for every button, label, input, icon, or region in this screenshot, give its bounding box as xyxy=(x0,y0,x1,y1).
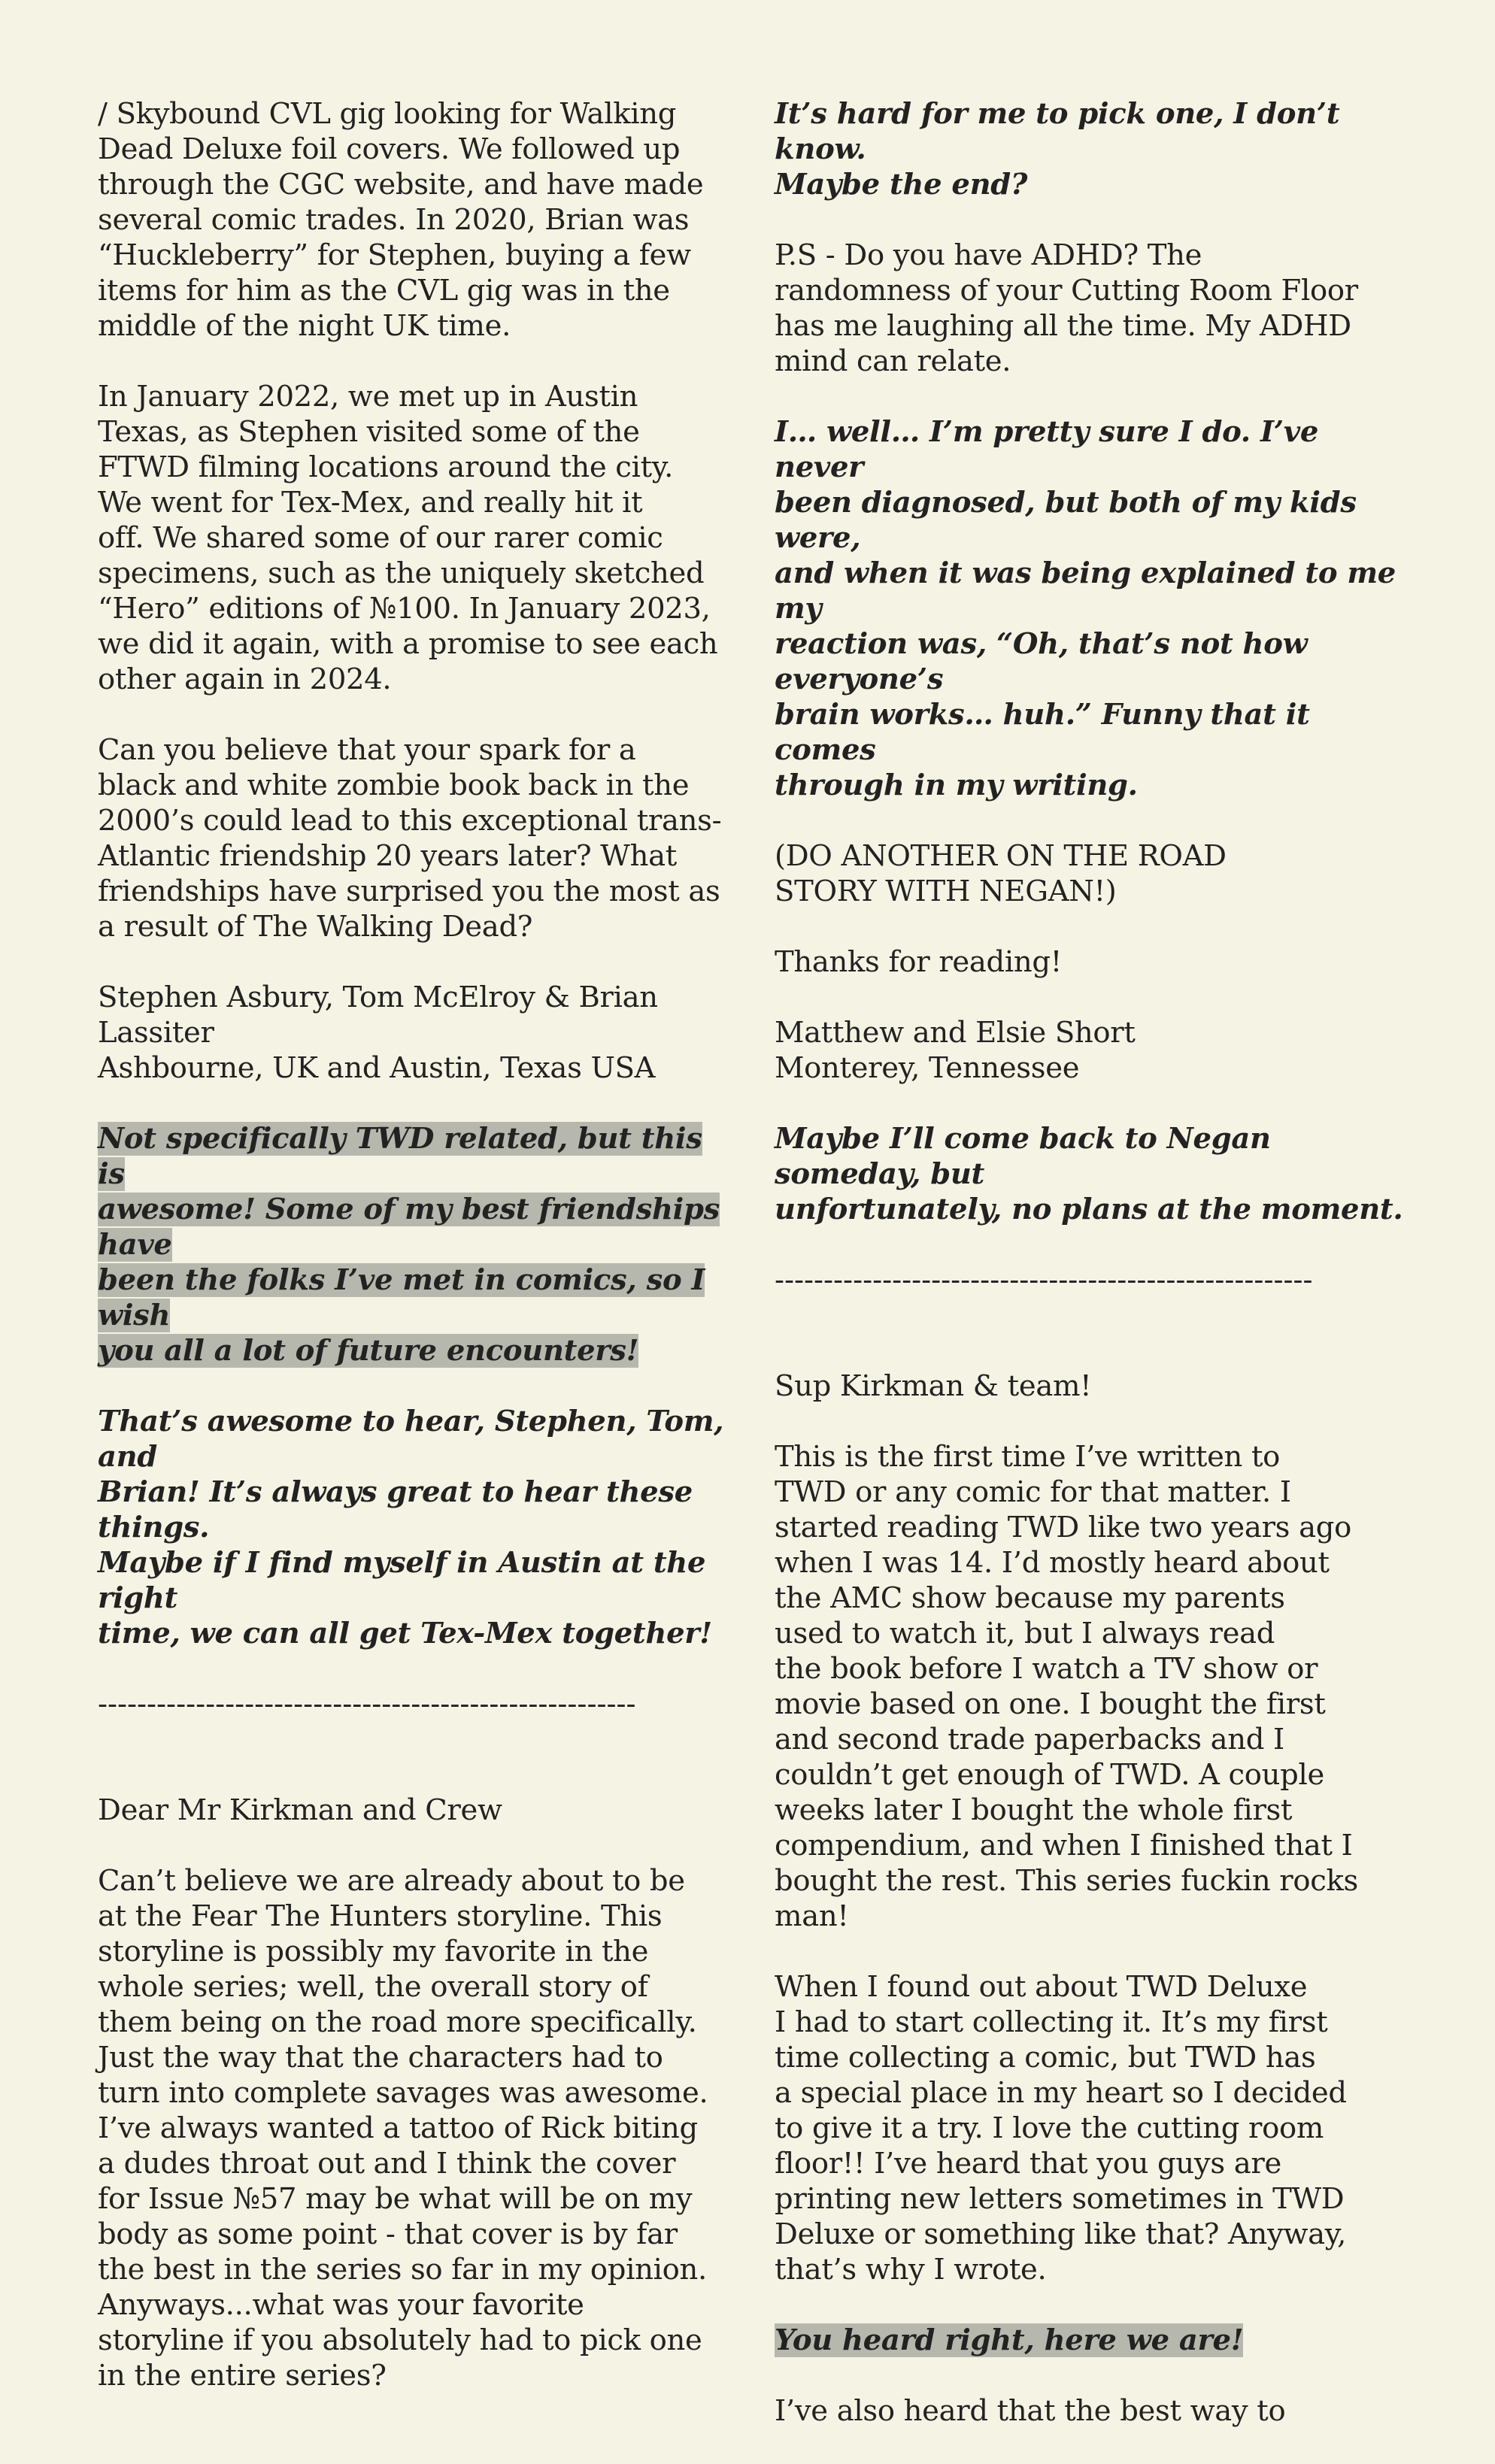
letter-paragraph: I’ve also heard that the best way to xyxy=(775,2394,1286,2428)
highlight-line: you all a lot of future encounters! xyxy=(98,1334,639,1368)
spacer xyxy=(775,1333,1414,1368)
letter-paragraph: / Skybound CVL gig looking for Walking Dead Deluxe foil covers. We followed up through the CGC website, and have made several comic trades. In 2020, Brian was “Huckleberry” for Stephen, buying a few items for him as the CVL gig was in the middle of the night UK time. xyxy=(98,97,704,343)
editor-reply: Maybe I’ll come back to Negan someday, but unfortunately, no plans at the moment. xyxy=(775,1122,1403,1226)
section-divider: ------------------------------------------------------- xyxy=(775,1263,1313,1297)
highlight-line: Not specifically TWD related, but this is xyxy=(98,1122,702,1191)
letter-salutation: Dear Mr Kirkman and Crew xyxy=(98,1793,502,1827)
spacer xyxy=(98,1757,729,1793)
letter-paragraph: This is the first time I’ve written to TWD or any comic for that matter. I started reading TWD like two years ago when I was 14. I’d mostly heard about the AMC show because my parents used to watch it, but I always read the book before I watch a TV show or movie based on one. I bought the first and second trade paperbacks and I couldn’t get enough of TWD. A couple weeks later I bought the whole first compendium, and when I finished that I bought the rest. This series fuckin rocks man! xyxy=(775,1440,1358,1933)
left-column xyxy=(98,96,729,2429)
letter-paragraph: In January 2022, we met up in Austin Texas, as Stephen visited some of the FTWD filming locations around the city. We went for Tex-Mex, and really hit it off. We shared some of our rarer comic specimens, such as the uniquely sketched “Hero” editions of №100. In January 2023, we did it again, with a promise to see each other again in 2024. xyxy=(98,380,718,696)
letter-salutation: Sup Kirkman & team! xyxy=(775,1369,1092,1403)
highlight-line: You heard right, here we are! xyxy=(775,2323,1244,2357)
highlighted-reply xyxy=(98,1121,729,1368)
letter-signature: Stephen Asbury, Tom McElroy & Brian Lassiter Ashbourne, UK and Austin, Texas USA xyxy=(98,980,658,1085)
letter-paragraph: P.S - Do you have ADHD? The randomness of your Cutting Room Floor has me laughing all the time. My ADHD mind can relate. xyxy=(775,238,1358,378)
letter-paragraph: Thanks for reading! xyxy=(775,945,1062,979)
editor-reply: I… well… I’m pretty sure I do. I’ve never been diagnosed, but both of my kids were, and when it was being explained to me my reaction was, “Oh, that’s not how everyone’s brain works… huh.” Funny that it comes through in my writing. xyxy=(775,415,1396,802)
letter-paragraph: Can you believe that your spark for a black and white zombie book back in the 2000’s could lead to this exceptional trans- Atlantic friendship 20 years later? What friendships have surprised you the most as a result of The Walking Dead? xyxy=(98,733,722,944)
letter-paragraph: (DO ANOTHER ON THE ROAD STORY WITH NEGAN!) xyxy=(775,839,1227,908)
highlight-line: awesome! Some of my best friendships have xyxy=(98,1193,720,1262)
letter-paragraph: When I found out about TWD Deluxe I had to start collecting it. It’s my first time collecting a comic, but TWD has a special place in my heart so I decided to give it a try. I love the cutting room floor!! I’ve heard that you guys are printing new letters sometimes in TWD Deluxe or something like that? Anyway, that’s why I wrote. xyxy=(775,1970,1347,2287)
section-divider: ------------------------------------------------------- xyxy=(98,1687,636,1721)
highlighted-reply xyxy=(775,2323,1414,2358)
right-column xyxy=(775,96,1414,2464)
letter-paragraph: Can’t believe we are already about to be at the Fear The Hunters storyline. This storyline is possibly my favorite in the whole series; well, the overall story of them being on the road more specifically. Just the way that the characters had to turn into complete savages was awesome. I’ve always wanted a tattoo of Rick biting a dudes throat out and I think the cover for Issue №57 may be what will be on my body as some point - that cover is by far the best in the series so far in my opinion. Anyways...what was your favorite storyline if you absolutely had to pick one in the entire series? xyxy=(98,1864,708,2393)
letter-signature: Matthew and Elsie Short Monterey, Tennessee xyxy=(775,1016,1136,1085)
highlight-line: been the folks I’ve met in comics, so I wish xyxy=(98,1263,705,1332)
editor-reply: It’s hard for me to pick one, I don’t know. Maybe the end? xyxy=(775,97,1340,202)
editor-reply: That’s awesome to hear, Stephen, Tom, and Brian! It’s always great to hear these things. Maybe if I find myself in Austin at the right time, we can all get Tex-Mex together! xyxy=(98,1405,724,1650)
